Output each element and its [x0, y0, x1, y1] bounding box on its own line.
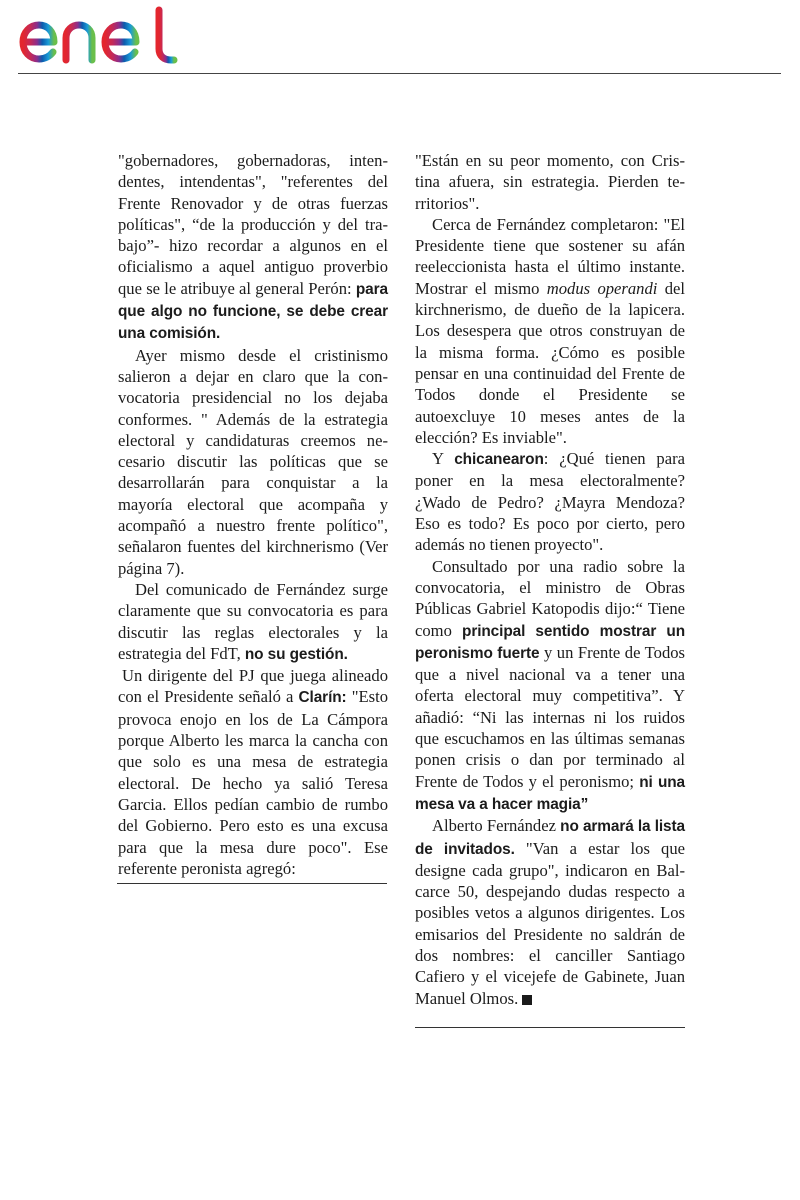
text-run: : ¿Qué tienen para poner en la mesa electoralmente? ¿Wado de Pedro? ¿Mayra Mendoza? Eso es todo? Es poco por cierto, pero además no tienen proyecto".	[415, 449, 685, 555]
header-rule	[18, 73, 781, 74]
text-run: Cerca de Fernández completaron: "El Presidente tiene que sostener su afán reeleccionista hasta el último instante. Mostrar el mismo	[415, 214, 685, 298]
article-column-right	[415, 150, 685, 1009]
paragraph: "Están en su peor momento, con Cristina afuera, sin estrategia. Pierden territorios".	[415, 151, 685, 213]
text-run: Y	[432, 449, 455, 469]
bold-text: para que algo no funcione, se debe crear una comisión.	[118, 280, 388, 343]
paragraph	[118, 150, 388, 345]
paragraph	[118, 579, 388, 665]
text-run: Un dirigente del PJ que juega alineado con el Presidente señaló a	[118, 666, 388, 707]
text-run: Alberto Fernández	[432, 816, 561, 836]
italic-text: modus operandi	[546, 278, 658, 298]
paragraph	[415, 214, 685, 448]
paragraph	[415, 815, 685, 1009]
paragraph	[118, 665, 388, 879]
bold-text: no armará la lista de invitados.	[415, 818, 686, 858]
bold-text: chicanearon	[454, 451, 544, 469]
bold-text: no su gestión.	[244, 645, 348, 663]
column-end-rule	[415, 1027, 685, 1028]
text-run: "Esto provoca enojo en los de La Cámpora porque Alberto les marca la cancha con que solo es una mesa de estrategia electoral. De hecho ya salió Teresa Garcia. Ellos pedían cambio de rumbo del Gobierno. Pero esto es una excusa para que la mesa dure poco". Ese referente peronista agregó:	[118, 687, 388, 878]
text-run: Consultado por una radio sobre la convocatoria, el ministro de Obras Públicas Gabriel Katopodis dijo:“ Tiene como	[415, 556, 685, 640]
text-run: "gobernadores, gobernadoras, intendentes, intendentas", "referentes del Frente Renovador y de otras fuerzas políticas", “de la producción y del trabajo”- hizo recordar a algunos en el oficialismo a aquel antiguo proverbio que se le atribuye al general Perón:	[118, 151, 388, 298]
bold-text: principal sentido mostrar un peronismo fuerte	[415, 622, 685, 662]
text-run: del kirchnerismo, de dueño de la lapicera. Los desespera que otros construyan de la misma forma. ¿Cómo es posible pensar en una continuidad del Frente de Todos donde el Presidente se autoexcluye 10 meses antes de la elección? Es inviable".	[415, 278, 686, 447]
enel-logo	[16, 4, 180, 66]
paragraph	[415, 556, 685, 816]
text-run: Del comunicado de Fernández surge claramente que su convocatoria es para discutir las reglas electorales y la estrategia del FdT,	[118, 579, 388, 663]
bold-text: ni una mesa va a hacer magia”	[415, 773, 686, 813]
paragraph	[415, 448, 685, 555]
text-run: "Van a estar los que designe cada grupo", indicaron en Balcarce 50, despejando dudas respecto a posibles vetos a algunos dirigentes. Los emisarios del Presidente no saldrán de dos nombres: el canciller Santiago Cafiero y el vicejefe de Gabinete, Juan Manuel Olmos.	[415, 838, 685, 1008]
end-of-article-mark	[522, 995, 532, 1005]
bold-text: Clarín:	[298, 689, 347, 707]
paragraph: Ayer mismo desde el cristinismo salieron a dejar en claro que la convocatoria presidencial no los dejaba conformes. " Además de la estrategia electoral y candidaturas creemos necesario discutir las políticas que se desarrollarán para conquistar a la mayoría electoral que acompaña y acompañó a nuestro frente político", señalaron fuentes del kirchnerismo (Ver página 7).	[118, 345, 388, 578]
text-run: y un Frente de Todos que a nivel nacional va a tener una oferta electoral muy competitiva”. Y añadió: “Ni las internas ni los ruidos que escuchamos en las últimas semanas ponen crisis o dan por terminado al Frente de Todos y el peronismo;	[415, 642, 685, 791]
column-end-rule	[117, 883, 387, 884]
article-column-left	[118, 150, 388, 879]
